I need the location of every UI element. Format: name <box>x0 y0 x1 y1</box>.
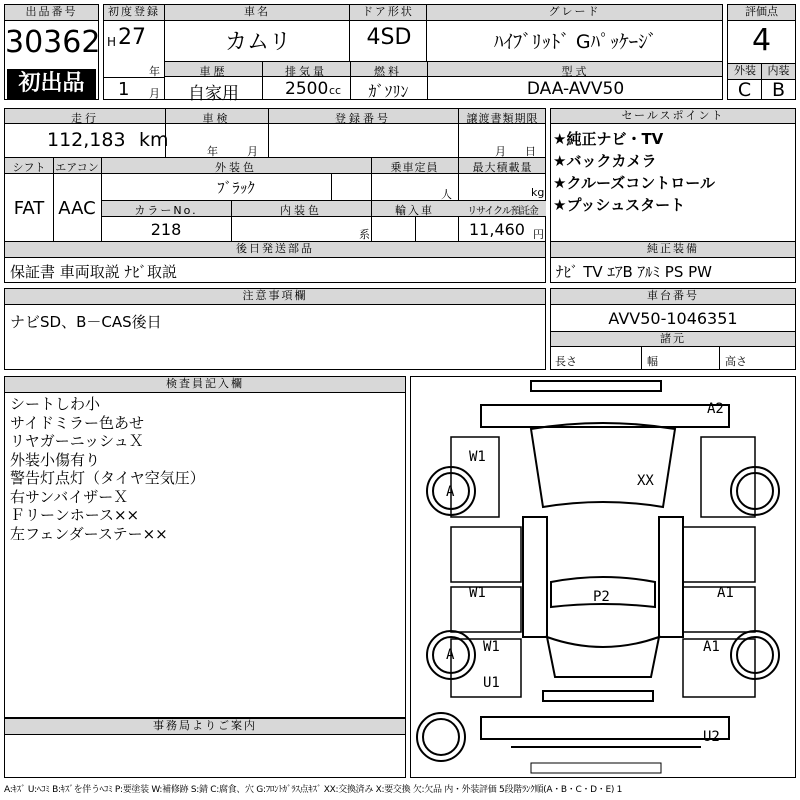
ac-label: エアコン <box>55 161 99 174</box>
color-block <box>4 157 546 242</box>
car-name: カムリ <box>224 30 291 55</box>
inspector-box <box>4 376 406 718</box>
mark-u2: U2 <box>703 729 720 745</box>
mileage-row <box>4 108 546 158</box>
max-load-label: 最大積載量 <box>472 161 533 174</box>
inspector-item: Ｆリーンホース×× <box>10 506 140 524</box>
sales-item: ★純正ナビ・TV <box>553 130 664 148</box>
month-unit: 月 <box>149 87 160 100</box>
equipment-box <box>550 241 796 283</box>
exterior-score: C <box>737 79 752 101</box>
dims-label: 諸元 <box>551 332 795 347</box>
reg-no-label: 登録番号 <box>335 112 391 125</box>
sales-label: セールスポイント <box>551 109 795 124</box>
first-reg-label: 初度登録 <box>104 5 164 21</box>
inspector-list <box>10 395 205 543</box>
mark-w1-door: W1 <box>469 585 486 601</box>
inspector-label: 検査員記入欄 <box>5 377 405 393</box>
height-label: 高さ <box>725 355 747 368</box>
mark-w1-front: W1 <box>469 449 486 465</box>
score-label: 評価点 <box>728 5 795 21</box>
mileage-unit: km <box>139 129 169 151</box>
damage-diagram <box>410 376 796 778</box>
displacement: 2500 <box>285 79 329 99</box>
notes: ナビSD、B－CAS後日 <box>10 313 162 331</box>
office-label: 事務局よりご案内 <box>5 719 405 735</box>
interior-color-unit: 系 <box>359 228 370 241</box>
mark-a2: A2 <box>707 401 724 417</box>
later-parts-box <box>4 241 546 283</box>
fuel: ｶﾞｿﾘﾝ <box>368 82 409 101</box>
length-label: 長さ <box>555 355 577 368</box>
max-load-unit: kg <box>531 186 545 199</box>
model: DAA-AVV50 <box>526 79 625 99</box>
mileage-label: 走行 <box>71 112 99 125</box>
color-no: 218 <box>150 220 182 239</box>
inspector-item: 警告灯点灯（タイヤ空気圧） <box>10 469 205 487</box>
mark-a-front-tire: A <box>446 484 455 500</box>
year-unit: 年 <box>149 65 160 78</box>
door-type: 4SD <box>366 25 412 50</box>
color-no-label: カラーNo. <box>134 204 198 217</box>
sales-item: ★クルーズコントロール <box>553 174 715 192</box>
recycle-unit: 円 <box>533 228 544 241</box>
equipment: ﾅﾋﾞ TV ｴｱB ｱﾙﾐ PS PW <box>556 263 712 281</box>
sales-item: ★バックカメラ <box>553 152 657 170</box>
transfer-month-unit: 月 <box>495 145 506 158</box>
mark-u1: U1 <box>483 675 500 691</box>
chassis-box <box>550 288 796 370</box>
mark-a-rear-tire: A <box>446 647 455 663</box>
int-label: 内装 <box>762 64 795 80</box>
later-parts: 保証書 車両取説 ﾅﾋﾞ取説 <box>10 263 178 281</box>
car-outline <box>411 377 795 777</box>
score-box <box>727 4 796 100</box>
mark-p2: P2 <box>593 589 610 605</box>
interior-color-label: 内装色 <box>280 204 322 217</box>
import-label: 輸入車 <box>395 204 434 217</box>
chassis-number: AVV50-1046351 <box>608 309 738 328</box>
inspector-item: 左フェンダーステー×× <box>10 524 168 543</box>
sales-list <box>553 130 715 214</box>
chassis-label: 車台番号 <box>551 289 795 305</box>
exterior-color: ﾌﾞﾗｯｸ <box>217 179 255 197</box>
inspector-item: シートしわ小 <box>10 395 101 413</box>
model-label: 型式 <box>561 65 590 78</box>
air-conditioner: AAC <box>58 198 96 219</box>
first-reg-month: 1 <box>118 79 130 100</box>
capacity-label: 乗車定員 <box>390 161 439 174</box>
car-name-label: 車名 <box>165 5 349 21</box>
first-listing-badge: 初出品 <box>7 69 96 99</box>
sales-item: ★プッシュスタート <box>553 196 686 214</box>
door-label: ドア形状 <box>350 5 426 21</box>
recycle-fee: 11,460 <box>469 220 525 239</box>
legend: A:ｷｽﾞ U:ﾍｺﾐ B:ｷｽﾞを伴うﾍｺﾐ P:要塗装 W:補修跡 S:錆 C:腐食、穴 G:ﾌﾛﾝﾄｶﾞﾗｽ点ｷｽﾞ XX:交換済み X:要交換 欠:欠品 内・外装評価 5段階ﾗﾝｸ順(A・B・C・D・E) 1 <box>4 785 623 795</box>
ext-label: 外装 <box>728 64 762 80</box>
office-box <box>4 718 406 778</box>
lot-label: 出品番号 <box>5 5 98 21</box>
capacity-unit: 人 <box>441 188 452 201</box>
recycle-label: リサイクル預託金 <box>467 206 538 217</box>
inspection-year-unit: 年 <box>207 145 218 158</box>
displacement-label: 排気量 <box>285 65 327 78</box>
sales-points-box <box>550 108 796 242</box>
equipment-label: 純正装備 <box>551 242 795 258</box>
grade-label: グレード <box>427 5 722 21</box>
mark-xx: XX <box>637 473 654 489</box>
inspector-item: サイドミラー色あせ <box>10 413 144 432</box>
door-box <box>349 4 427 62</box>
mark-a1-door: A1 <box>717 585 734 601</box>
grade: ﾊｲﾌﾞﾘｯﾄﾞ Gﾊﾟｯｹｰｼﾞ <box>493 31 658 53</box>
notes-box <box>4 288 546 370</box>
history: 自家用 <box>188 84 239 104</box>
later-parts-label: 後日発送部品 <box>5 242 545 258</box>
inspector-item: リヤガーニッシュＸ <box>10 432 144 450</box>
inspection-month-unit: 月 <box>247 145 258 158</box>
era: H <box>107 35 117 49</box>
spec-row <box>164 61 723 104</box>
shift: FAT <box>13 198 45 219</box>
mileage: 112,183 <box>47 129 126 151</box>
inspector-item: 右サンバイザーＸ <box>10 487 129 506</box>
score: 4 <box>751 23 772 58</box>
mark-a1-rear: A1 <box>703 639 720 655</box>
car-name-box <box>164 4 350 62</box>
inspection-label: 車検 <box>202 112 231 125</box>
width-label: 幅 <box>647 355 658 368</box>
notes-label: 注意事項欄 <box>5 289 545 305</box>
transfer-day-unit: 日 <box>525 145 536 158</box>
inspector-item: 外装小傷有り <box>10 450 101 469</box>
transfer-label: 譲渡書類期限 <box>466 112 539 125</box>
lot-box <box>4 4 99 100</box>
mark-w1-rear: W1 <box>483 639 500 655</box>
exterior-color-label: 外装色 <box>215 161 257 174</box>
displacement-unit: cc <box>329 84 342 97</box>
shift-label: シフト <box>12 161 46 174</box>
interior-score: B <box>771 79 786 101</box>
fuel-label: 燃料 <box>374 65 402 78</box>
first-reg-box <box>103 4 165 100</box>
lot-number: 30362 <box>5 25 101 60</box>
history-label: 車歴 <box>199 65 228 78</box>
first-reg-year: 27 <box>118 25 146 50</box>
grade-box <box>426 4 723 62</box>
